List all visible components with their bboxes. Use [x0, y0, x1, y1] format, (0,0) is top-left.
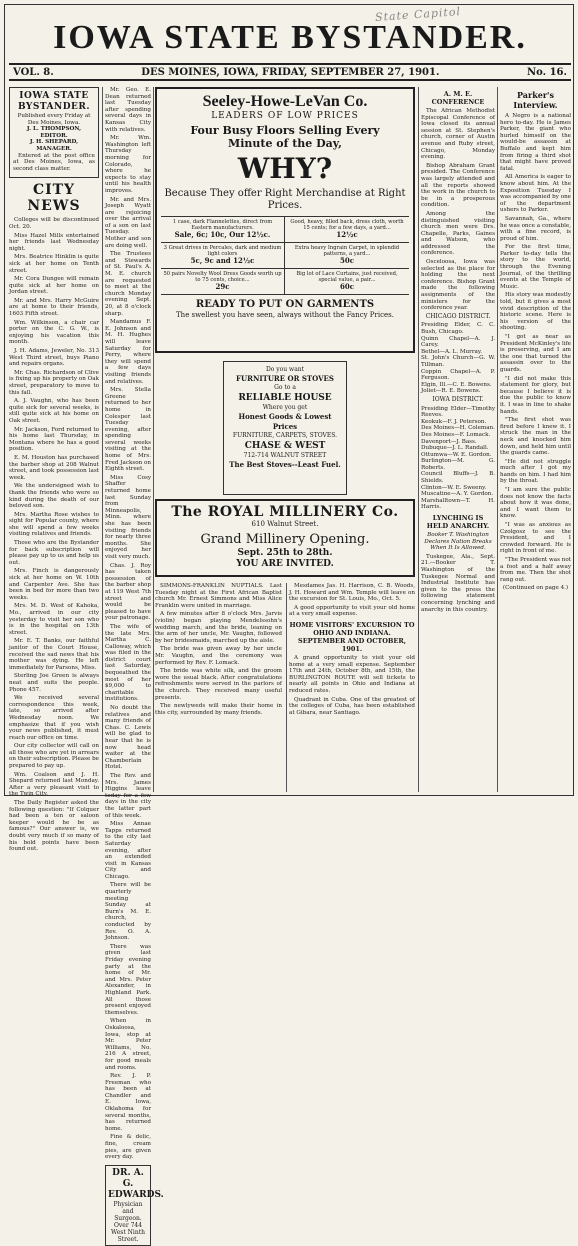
price-cell-price: 12½c	[336, 230, 358, 240]
ad-line: Where you get	[262, 404, 308, 411]
district-line: Elgin, Ill.—C. E. Bowens.	[421, 381, 492, 388]
news-item: Mr. Cora Dungee will remain quite sick at her home on Jordan street.	[9, 276, 99, 296]
interview-paragraph: Savannah, Ga., where he was once a constable, with a fine record, is proud of him.	[500, 215, 571, 242]
parker-items	[500, 113, 571, 583]
lynching-heading: LYNCHING IS HELD ANARCHY.	[426, 514, 490, 531]
millinery-dates: Sept. 25th to 28th.	[237, 548, 333, 558]
interview-paragraph: "The President was not a foot and a half away from me. Then the shot rang out.	[500, 557, 571, 583]
news-item: Mr. E. T. Banks, our faithful janitor of the Court House, received the sad news that his mother was dying. He left immediately for Parsons, Miss.	[9, 638, 99, 671]
interview-paragraph: For the first time, Parker to-day tells the story to the world, through the Evening Journal, of the thrilling events at the Temple of Music.	[500, 244, 571, 290]
news-item: Mrs. M. D. West of Kahoka, Mo., arrived in our city yesterday to visit her son who is in the hospital on 13th street.	[9, 603, 99, 636]
news-item: Miss Annae Tapps returned to the city last Saturday evening, after an extended visit in Kansas City and Chicago.	[105, 821, 151, 880]
district-line: Burlington—M. G. Roberts.	[421, 458, 495, 471]
column-rule	[286, 583, 287, 792]
masthead-title: IOWA STATE BYSTANDER.	[53, 19, 527, 56]
interview-paragraph: His story was modestly told, but it gives a most vivid description of the historic scene. Here is his version of the shooting.	[500, 292, 571, 332]
news-item: Those who are the Bystander for back subscription will please pay up to us and help us out.	[9, 540, 99, 566]
store-tagline: LEADERS OF LOW PRICES	[211, 111, 359, 121]
news-item: J. H. Adams, Jeweler, No. 313 West Third street, buys Piano and repairs organs.	[9, 348, 99, 368]
district-line: Presiding Elder—Timothy Reeves.	[421, 405, 495, 419]
news-item: E. M. Houston has purchased the barber shop at 208 Walnut street, and took possession last week.	[9, 454, 99, 481]
news-item: Colleges will be discontinued Oct. 20.	[9, 217, 99, 230]
lynching-subhead: Booker T. Washington Declares Nation Breaks When It Is Allowed.	[424, 532, 492, 552]
district-line: Des Moines—H. Coleman.	[421, 425, 495, 432]
price-cell	[285, 269, 409, 295]
ready-heading: READY TO PUT ON GARMENTS	[195, 299, 375, 310]
news-item: Sterling Joe Green is always neat and suits the people. Phone 457.	[9, 673, 99, 693]
news-item: A few minutes after 8 o'clock Mrs. Jarvis (violin) began playing Mendelssohn's wedding march, and the bride, leaning on the arm of her uncle, Mr. Vaughn, followed by her bridesmaids, marched up the aisle.	[155, 611, 282, 644]
millinery-address: 610 Walnut Street.	[251, 520, 319, 528]
column-conference	[421, 87, 495, 792]
millinery-name: The ROYAL MILLINERY Co.	[171, 504, 399, 520]
news-item: We the undersigned wish to thank the friends who were so kind during the death of our beloved son.	[9, 483, 99, 510]
district-line: Joliet—R. E. Bowens.	[421, 388, 481, 395]
district-list	[421, 322, 495, 395]
news-item: No doubt the relatives and many friends of Chas. C. Lewis will be glad to hear that he is now head waiter at the Chamberlain Hotel.	[105, 705, 151, 771]
price-cell	[161, 243, 285, 269]
column-rule	[418, 87, 419, 792]
interview-paragraph: "I am sure the public does not know the facts about how it was done, and I want them to know.	[500, 487, 571, 520]
news-item: Bishop Abraham Grant presided. The Conference was largely attended and all the reports showed the work in the church to be in a prosperous condition.	[421, 162, 495, 209]
millinery-invite: YOU ARE INVITED.	[236, 559, 334, 569]
district-line: Keokuk—F. J. Peterson.	[421, 418, 487, 425]
store-name: Seeley-Howe-LeVan Co.	[202, 93, 368, 110]
column-wedding	[155, 583, 282, 792]
district-line: Clinton—W. E. Sweeny.	[421, 484, 487, 491]
ad-line: RELIABLE HOUSE	[238, 393, 332, 403]
ad-line: Minute of the Day,	[228, 137, 342, 150]
price-cell	[285, 243, 409, 269]
news-item: We received several correspondence this week, late, so arrived after Wednesday noon. We emphasize that if you wish your news published, it must reach our office on time.	[9, 695, 99, 741]
news-item: Mr. Chas. Richardson of Clive is fixing up his property on Oak street, preparatory to move to this fall.	[9, 369, 99, 396]
price-cell-text: 1 case, dark Flannelettes, direct from Eastern manufacturers.	[172, 219, 273, 232]
news-item: Wm. Coalson and J. H. Shepard returned last Monday. After a very pleasant visit to the Twin City.	[9, 771, 99, 798]
news-item: SIMMONS-FRANKLIN NUPTIALS. Last Tuesday night at the First African Baptist church Mr. Ernest Simmons and Miss Alice Franklin were united in marriage.	[155, 583, 282, 609]
news-item: A grand opportunity to visit your old home at a very small expense. September 17th and 24th, October 8th, and 15th, the BURLINGTON ROUTE will sell tickets to nearly all points in Ohio and Indiana at reduced rates.	[289, 654, 415, 694]
price-cell	[161, 217, 285, 243]
news-item: Among the distinguished visiting church men were Drs. Chapelle, Parks, Gaines and Watson, who addressed the conference.	[421, 210, 495, 257]
news-item: Mr. and Mrs. Joseph Wyatt are rejoicing over the arrival of a son on last Tuesday. Mother and son are doing well.	[105, 196, 151, 249]
news-item: Osceloosa, Iowa was selected as the place for holding the next conference. Bishop Grant made the following assignments of the ministers for the conference year.	[421, 259, 495, 312]
news-item: There will be quarterly meeting Sunday at Burn's M. E. church, conducted by Rev. O. A. Johnson.	[105, 882, 151, 942]
doctor-name: DR. A. G. EDWARDS.	[108, 1167, 164, 1200]
doctor-ad	[105, 1165, 164, 1246]
lynching-text: Tuskegee, Ala., Sept. 21.—Booker T. Washington of the Tuskegee Normal and Industrial Institute has given to the press the following statement concerning lynching and anarchy in this country.	[421, 553, 495, 613]
column-rule	[497, 87, 498, 792]
column-rule	[102, 87, 103, 792]
news-item: Fine & delic, fine, cream pies, are given every day.	[105, 1134, 151, 1161]
conference-heading: A. M. E. CONFERENCE	[431, 90, 485, 106]
interview-paragraph: "I was as anxious as Czolgosz to see the President, and I crowded forward. He is right in front of me.	[500, 522, 571, 555]
price-cell-text: 50 pairs Novelty Wool Dress Goods worth up to 75 cents, choice...	[163, 271, 282, 284]
iowa-district-heading: IOWA DISTRICT.	[432, 395, 484, 403]
publisher-line: Des Moines, Iowa.	[27, 119, 81, 126]
news-item: The Rev. and Mrs. James Higgins leave today for a few days in the city the latter part of this week.	[105, 772, 151, 819]
district-line: Ottumwa—W. E. Gordon.	[421, 451, 492, 458]
news-item: There was given last Friday evening party at the home of Mr. and Mrs. Peter Alexander, in Highland Park. All those present enjoyed themselves.	[105, 943, 151, 1016]
ad-line: Honest Goods & Lowest Prices	[238, 412, 332, 431]
interview-paragraph: A Negro is a national hero to-day. He is James Parker, the giant who hurled himself on the would-be assassin at Buffalo and kept him from firing a third shot that might have proved fatal.	[500, 113, 571, 172]
news-item: Mr. Geo. E. Dean returned last Tuesday after spending several days in Kansas City with relatives.	[105, 87, 151, 133]
price-cell-price: 60c	[339, 282, 354, 292]
millinery-opening: Grand Millinery Opening.	[200, 532, 370, 547]
district-line: Council Bluffs—J. B. Shields.	[421, 471, 495, 485]
column-wedding-top	[155, 361, 219, 495]
price-grid	[161, 216, 409, 295]
ad-line: Because They offer Right Merchandise at Right Prices.	[164, 188, 406, 211]
column-rule	[153, 87, 154, 792]
interview-paragraph: All America is eager to know about him. At the Exposition Tuesday I was accompanied by one of the department ushers to Parker.	[500, 174, 571, 214]
iowa-district-list	[421, 406, 495, 512]
district-heading: CHICAGO DISTRICT.	[425, 312, 491, 320]
price-cell-price: 29c	[215, 282, 230, 292]
district-line: Dubuque—J. L. Randall.	[421, 445, 489, 452]
price-cell-price: 5c, 9c and 12½c	[190, 256, 255, 266]
news-item: Chas. J. Roy has taken possession of the barber shop at 119 West 7th street and would be pleased to have your patronage.	[105, 562, 151, 622]
news-item: Our city collector will call on all those who are yet in arrears on their subscription. Please be prepared to pay up.	[9, 743, 99, 770]
ad-line: Four Busy Floors Selling Every	[190, 124, 380, 137]
excursion-items	[289, 583, 415, 618]
excursion-heading: HOME VISITORS' EXCURSION TO OHIO AND INDIANA. SEPTEMBER AND OCTOBER, 1901.	[289, 620, 415, 653]
district-line: Bethel—A. L. Murray.	[421, 348, 483, 355]
district-line: Davenport—J. Bass.	[421, 438, 477, 445]
price-cell-text: Extra heavy Ingrain Carpet, in splendid patterns, a yard...	[294, 245, 400, 258]
price-cell-text: Big lot of Lace Curtains, just received, special value, a pair...	[296, 271, 398, 284]
publisher-box	[9, 87, 99, 178]
dateline-bar	[9, 63, 571, 81]
news-item: Mr. and Mrs. Harry McGuire are at home to their friends, 1603 Fifth street.	[9, 297, 99, 318]
wedding-items	[155, 583, 282, 716]
news-item: The Daily Register asked the following question: "If Colquer had been a ten or saloon keeper would he be as famous?" Our answer is, we doubt very much if so many of his bold points have been found out.	[9, 800, 99, 853]
news-item: Mr. Wm. Washington left Thursday morning for Colorado, where he expects to stay until his health improves.	[105, 135, 151, 194]
ready-subline: The swellest you have seen, always without the Fancy Prices.	[176, 311, 394, 319]
city-news-items	[9, 217, 99, 852]
district-line: Marshalltown—T. H. Harris.	[421, 497, 495, 511]
news-item: Mrs. Finch is dangerously sick at her home on W. 10th and Carpenter Ave. She has been in bed for more than two weeks.	[9, 568, 99, 601]
news-item: Mandamus F. E. Johnson and M. H. Hughes will leave Saturday for Perry, where they will spend a few days visiting friends and relatives.	[105, 319, 151, 385]
publisher-line: Published every Friday at	[17, 113, 91, 119]
news-item: A good opportunity to visit your old home at a very small expense.	[289, 604, 415, 618]
interview-paragraph: "He did not struggle much after I got my hands on him. I had him by the throat.	[500, 458, 571, 485]
news-item: The wife of the late Mrs. Martha C. Calloway, which was filed in the district court last Saturday, bequeathed the most of her $9,000 to charitable institutions.	[105, 623, 151, 703]
column-city-news	[9, 87, 99, 853]
news-item: Mrs. Beatrice Hinklin is quite sick at her home on Tenth street.	[9, 254, 99, 274]
news-item: Wm. Wilkinson, a chair car porter on the C. G. W., is enjoying his vacation this month.	[9, 319, 99, 346]
seeley-howe-ad	[155, 87, 415, 353]
handwritten-stamp: State Capitol	[374, 5, 462, 24]
column-excursion	[289, 583, 415, 792]
interview-paragraph: "The first shot was fired before I knew it. I struck the man in the neck and knocked him down, and held him until the guards came.	[500, 417, 571, 457]
price-cell	[285, 217, 409, 243]
district-line: Presiding Elder, C. C. Bush, Chicago.	[421, 322, 495, 335]
news-item: Mesdames Jas. H. Harrison, C. B. Woods, J. H. Howard and Wm. Temple will leave on the excursion for St. Louis, Mo., Oct. 5.	[289, 583, 415, 603]
news-item: Miss Cosy Shaffer returned home last Sunday from Minneapolis, Minn. where she has been visiting friends for nearly three months. She enjoyed her visit very much.	[105, 474, 151, 560]
news-item: The Trustees and Stewards of St. Paul's A. M. E. church are requested to meet at the church Monday evening Sept. 20, at 8 o'clock sharp.	[105, 251, 151, 317]
doctor-title: Physician and Surgeon.	[113, 1200, 143, 1222]
issue-number-label: No. 16.	[527, 66, 567, 78]
column-parker	[500, 87, 571, 792]
price-cell-price: Sale, 6c; 10c, Our 12½c.	[174, 230, 271, 240]
news-item: The African Methodist Episcopal Conference of Iowa closed its annual session at St. Stephen's church, corner of Austin avenue and Ruby street, Chicago, Monday evening.	[421, 108, 495, 161]
district-line: Coppin Chapel—A. P. Ferguson.	[421, 368, 495, 382]
publisher-line: J. H. SHEPARD, MANAGER.	[29, 139, 79, 152]
why-heading: WHY?	[237, 152, 333, 185]
district-line: Des Moines—F. Lomack.	[421, 431, 491, 438]
news-item: Mrs. Martha Rose wishes to sight for Popular county, where she will spend a few weeks visiting relatives and friends.	[9, 511, 99, 538]
ad-line: FURNITURE, CARPETS, STOVES.	[232, 432, 338, 439]
royal-millinery-ad	[155, 499, 415, 577]
publisher-box-title: IOWA STATE BYSTANDER.	[17, 91, 91, 112]
publisher-line: J. L. THOMPSON, EDITOR.	[26, 126, 82, 139]
price-cell-text: Good, heavy, filled back, dress cloth, worth 15 cents; for a few days, a yard...	[290, 219, 404, 232]
conference-items	[421, 108, 495, 312]
doctor-address: Over 744 West Ninth Street.	[111, 1221, 145, 1243]
news-item: Quadrant in Cuba. One of the greatest of the colleges of Cuba, has been established at Gibara, near Santiago.	[289, 696, 415, 716]
news-item: Mr. Jackson, Ford returned to his home last Thursday, in Montana where he has a good position.	[9, 426, 99, 453]
volume-label: VOL. 8.	[13, 66, 54, 78]
newspaper-page	[4, 4, 574, 1243]
excursion-details	[289, 655, 415, 716]
district-line: Muscatine—A. Y. Gordon.	[421, 491, 494, 498]
news-item: Rev. J. P. Freeman who has been at Chandler and E. Iowa, Oklahoma for several months, has returned home.	[105, 1073, 151, 1132]
district-line: St. John's Church—G. W. Tillman.	[421, 355, 495, 368]
ad-line: Go to a	[274, 384, 296, 391]
news-item: The bride was white silk, and the groom wore the usual black. After congratulations refreshments were served in the parlors of the church. They received many useful presents.	[155, 668, 282, 701]
news-item: Miss Hazel Mills entertained her friends last Wednesday night.	[9, 232, 99, 252]
ad-line: FURNITURE OR STOVES	[236, 374, 334, 383]
parker-heading: Parker's Interview.	[513, 90, 558, 110]
place-date-label: DES MOINES, IOWA, FRIDAY, SEPTEMBER 27, 1901.	[141, 66, 440, 78]
news-item: The newlyweds will make their home in this city, surrounded by many friends.	[155, 703, 282, 716]
news-item: A. J. Vaughn, who has been quite sick for several weeks, is still quite sick at his home on Oak street.	[9, 398, 99, 424]
interview-paragraph: "I did not make this statement for glory, but because I believe it is due the public to know it. I was in line to shake hands.	[500, 375, 571, 415]
price-cell-price: 50c	[339, 256, 354, 266]
ad-line: The Best Stoves--Least Fuel.	[229, 460, 341, 469]
news-item: When in Oskaloosa, Iowa, stop at Mr. Peter Williams, No. 216 A street, for good meals and rooms.	[105, 1018, 151, 1071]
price-cell	[161, 269, 285, 295]
local-items	[105, 87, 151, 1161]
district-line: Quinn Chapel—A. J. Carey.	[421, 335, 495, 349]
ad-line: Do you want	[265, 366, 305, 373]
continued-note: (Continued on page 4.)	[502, 585, 569, 592]
column-local-items	[105, 87, 164, 1243]
city-news-header: CITY NEWS	[27, 182, 81, 215]
news-item: Mrs. Stella Greene returned to her home in Colesper last Tuesday evening, after spending several weeks visiting at the home of Mrs. Fred Jackson on Eighth street.	[105, 387, 151, 473]
publisher-note: Entered at the post office at Des Moines, Iowa, as second class matter.	[13, 152, 95, 172]
chase-west-ad	[223, 361, 347, 495]
price-cell-text: 3 Great drives in Percales, dark and medium light colors	[163, 245, 282, 258]
interview-paragraph: "I got as near as President McKinley's life is preserving, and I am the one that turned the assassin over to the guards.	[500, 334, 571, 373]
news-item: The bride was given away by her uncle Mr. Vaughn, and the ceremony was performed by Rev. F. Lomack.	[155, 646, 282, 666]
ad-line: 712-714 WALNUT STREET	[243, 452, 327, 459]
ad-line: CHASE & WEST	[244, 441, 326, 451]
